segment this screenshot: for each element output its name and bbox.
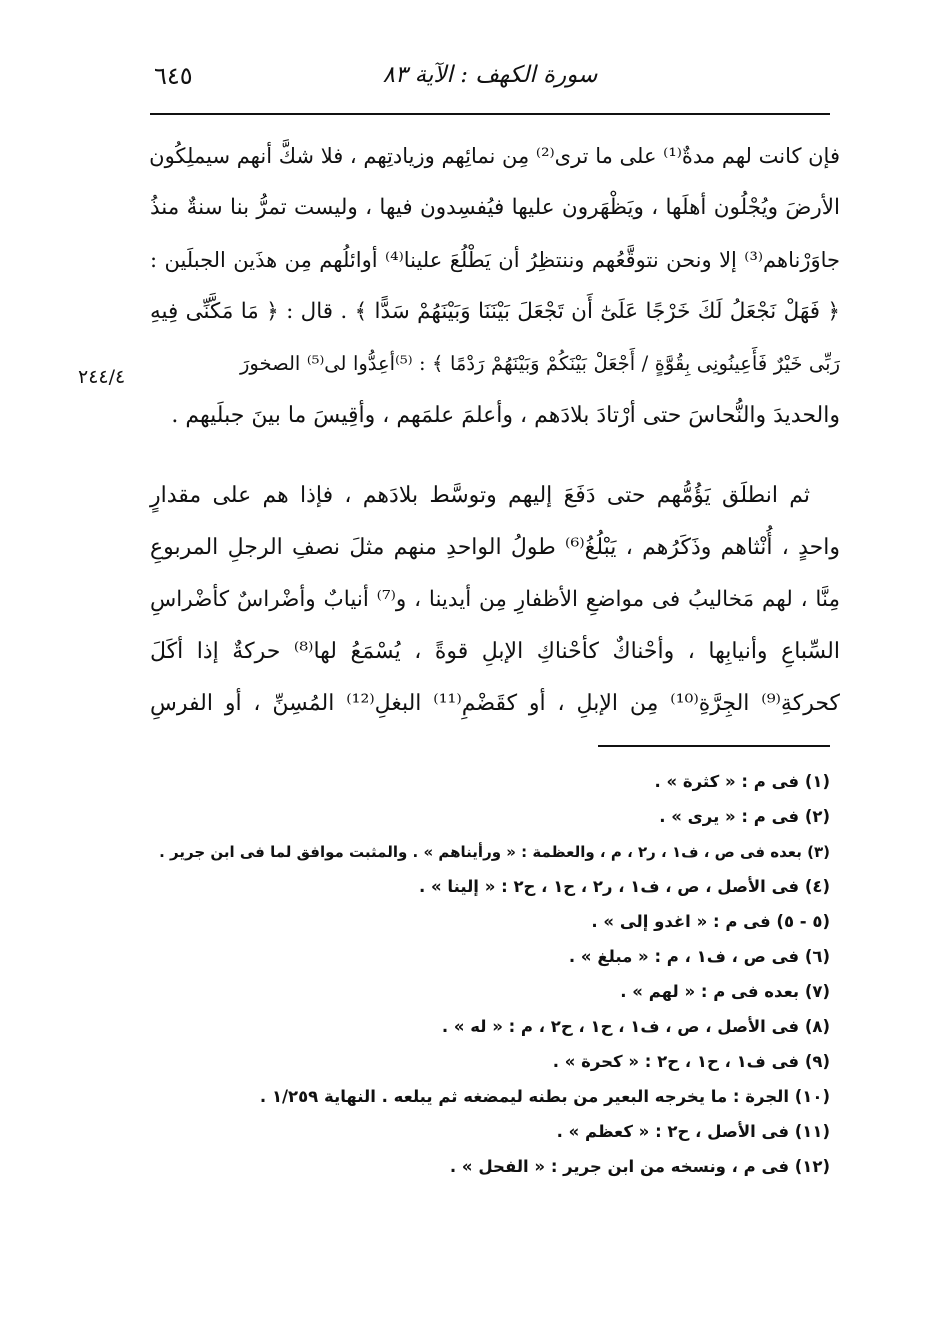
- quran-verse-line: رَبِّى خَيْرٌ فَأَعِينُونِى بِقُوَّةٍ / أَجْعَلْ بَيْنَكُمْ وَبَيْنَهُمْ رَدْمًا ﴾ : ⁽⁵⁾أعِدُّوا لى⁽⁵⁾ الصخورَ: [240, 352, 840, 375]
- footnote: (٢) فى م : « يرى » .: [659, 807, 830, 826]
- body-line: السِّباعِ وأنيابِها ، وأحْناكٌ كأحْناكِ الإبلِ قوةً ، يُسْمَعُ لها⁽⁸⁾ حركةٌ إذا أكَلَ: [150, 639, 840, 664]
- body-line: كحركةِ⁽⁹⁾ الجِرَّةِ⁽¹⁰⁾ مِن الإبلِ ، أو كقَضْمِ⁽¹¹⁾ البغلِ⁽¹²⁾ المُسِنِّ ، أو الفرسِ: [150, 691, 841, 716]
- footnote: (٣) بعده فى ص ، ف١ ، ر٢ ، م ، والعظمة : « ورأيناهم » . والمثبت موافق لما فى ابن جرير .: [159, 843, 830, 861]
- footnote: (١) فى م : « كثرة » .: [654, 772, 830, 791]
- footnote: (١١) فى الأصل ، ح٢ : « كعظم » .: [556, 1122, 830, 1141]
- page-header: [150, 62, 830, 102]
- body-line: مِنَّا ، لهم مَخاليبُ فى مواضعِ الأظفارِ مِن أيدينا ، و⁽⁷⁾ أنيابٌ وأضْراسٌ كأضْراسِ: [150, 587, 840, 612]
- footnote: (٥ - ٥) فى م : « اغدو إلى » .: [591, 912, 830, 931]
- footnote: (١٢) فى م ، ونسخه من ابن جرير : « الفحل » .: [449, 1157, 830, 1176]
- page-number: ٦٤٥: [154, 62, 193, 90]
- footnote: (١٠) الجرة : ما يخرجه البعير من بطنه ليمضغه ثم يبلعه . النهاية ١/٢٥٩ .: [259, 1087, 830, 1106]
- body-line: الأرضَ ويُجْلُون أهلَها ، ويَظْهَرون عليها فيُفسِدون فيها ، وليست تمرُّ بنا سنةٌ منذُ: [150, 195, 840, 220]
- margin-reference: ٢٤٤/٤: [78, 366, 126, 388]
- footnote: (٧) بعده فى م : « لهم » .: [620, 982, 830, 1001]
- footnote: (٨) فى الأصل ، ص ، ف١ ، ح١ ، ح٢ ، م : « له » .: [441, 1017, 830, 1036]
- footnote: (٦) فى ص ، ف١ ، م : « مبلغ » .: [568, 947, 830, 966]
- footnote-separator: [598, 745, 830, 747]
- paragraph-start-line: ثم انطلَق يَؤُمُّهم حتى دَفَعَ إليهم وتوسَّط بلادَهم ، فإذا هم على مقدارٍ: [150, 483, 810, 508]
- footnote: (٤) فى الأصل ، ص ، ف١ ، ر٢ ، ح١ ، ح٢ : « إلينا » .: [419, 877, 830, 896]
- body-line: واحدٍ ، أُنْثاهم وذَكَرُهم ، يَبْلُغُ⁽⁶⁾ طولُ الواحدِ منهم مثلَ نصفِ الرجلِ المربوعِ: [150, 535, 841, 560]
- body-line: جاوَرْناهم⁽³⁾ إلا ونحن نتوقَّعُهم وننتظِرُ أن يَطْلُعَ علينا⁽⁴⁾ أوائلُهم مِن هذَين الجبلَين :: [150, 248, 840, 272]
- body-line: فإن كانت لهم مدةٌ⁽¹⁾ على ما ترى⁽²⁾ مِن نمائِهم وزيادتِهم ، فلا شكَّ أنهم سيملِكُون: [149, 144, 840, 168]
- running-title: سورة الكهف : الآية ٨٣: [382, 62, 598, 88]
- footnote: (٩) فى ف١ ، ح١ ، ح٢ : « كحرة » .: [552, 1052, 830, 1071]
- body-line: والحديدَ والنُّحاسَ حتى أرْتادَ بلادَهم ، وأعلمَ علمَهم ، وأقِيسَ ما بينَ جبلَيهم .: [171, 403, 840, 428]
- header-rule: [150, 113, 830, 115]
- quran-verse-line: ﴿ فَهَلْ نَجْعَلُ لَكَ خَرْجًا عَلَىٰٓ أَن تَجْعَلَ بَيْنَنَا وَبَيْنَهُمْ سَدًّا ﴾ . قال : ﴿ مَا مَكَّنِّى فِيهِ: [150, 299, 840, 324]
